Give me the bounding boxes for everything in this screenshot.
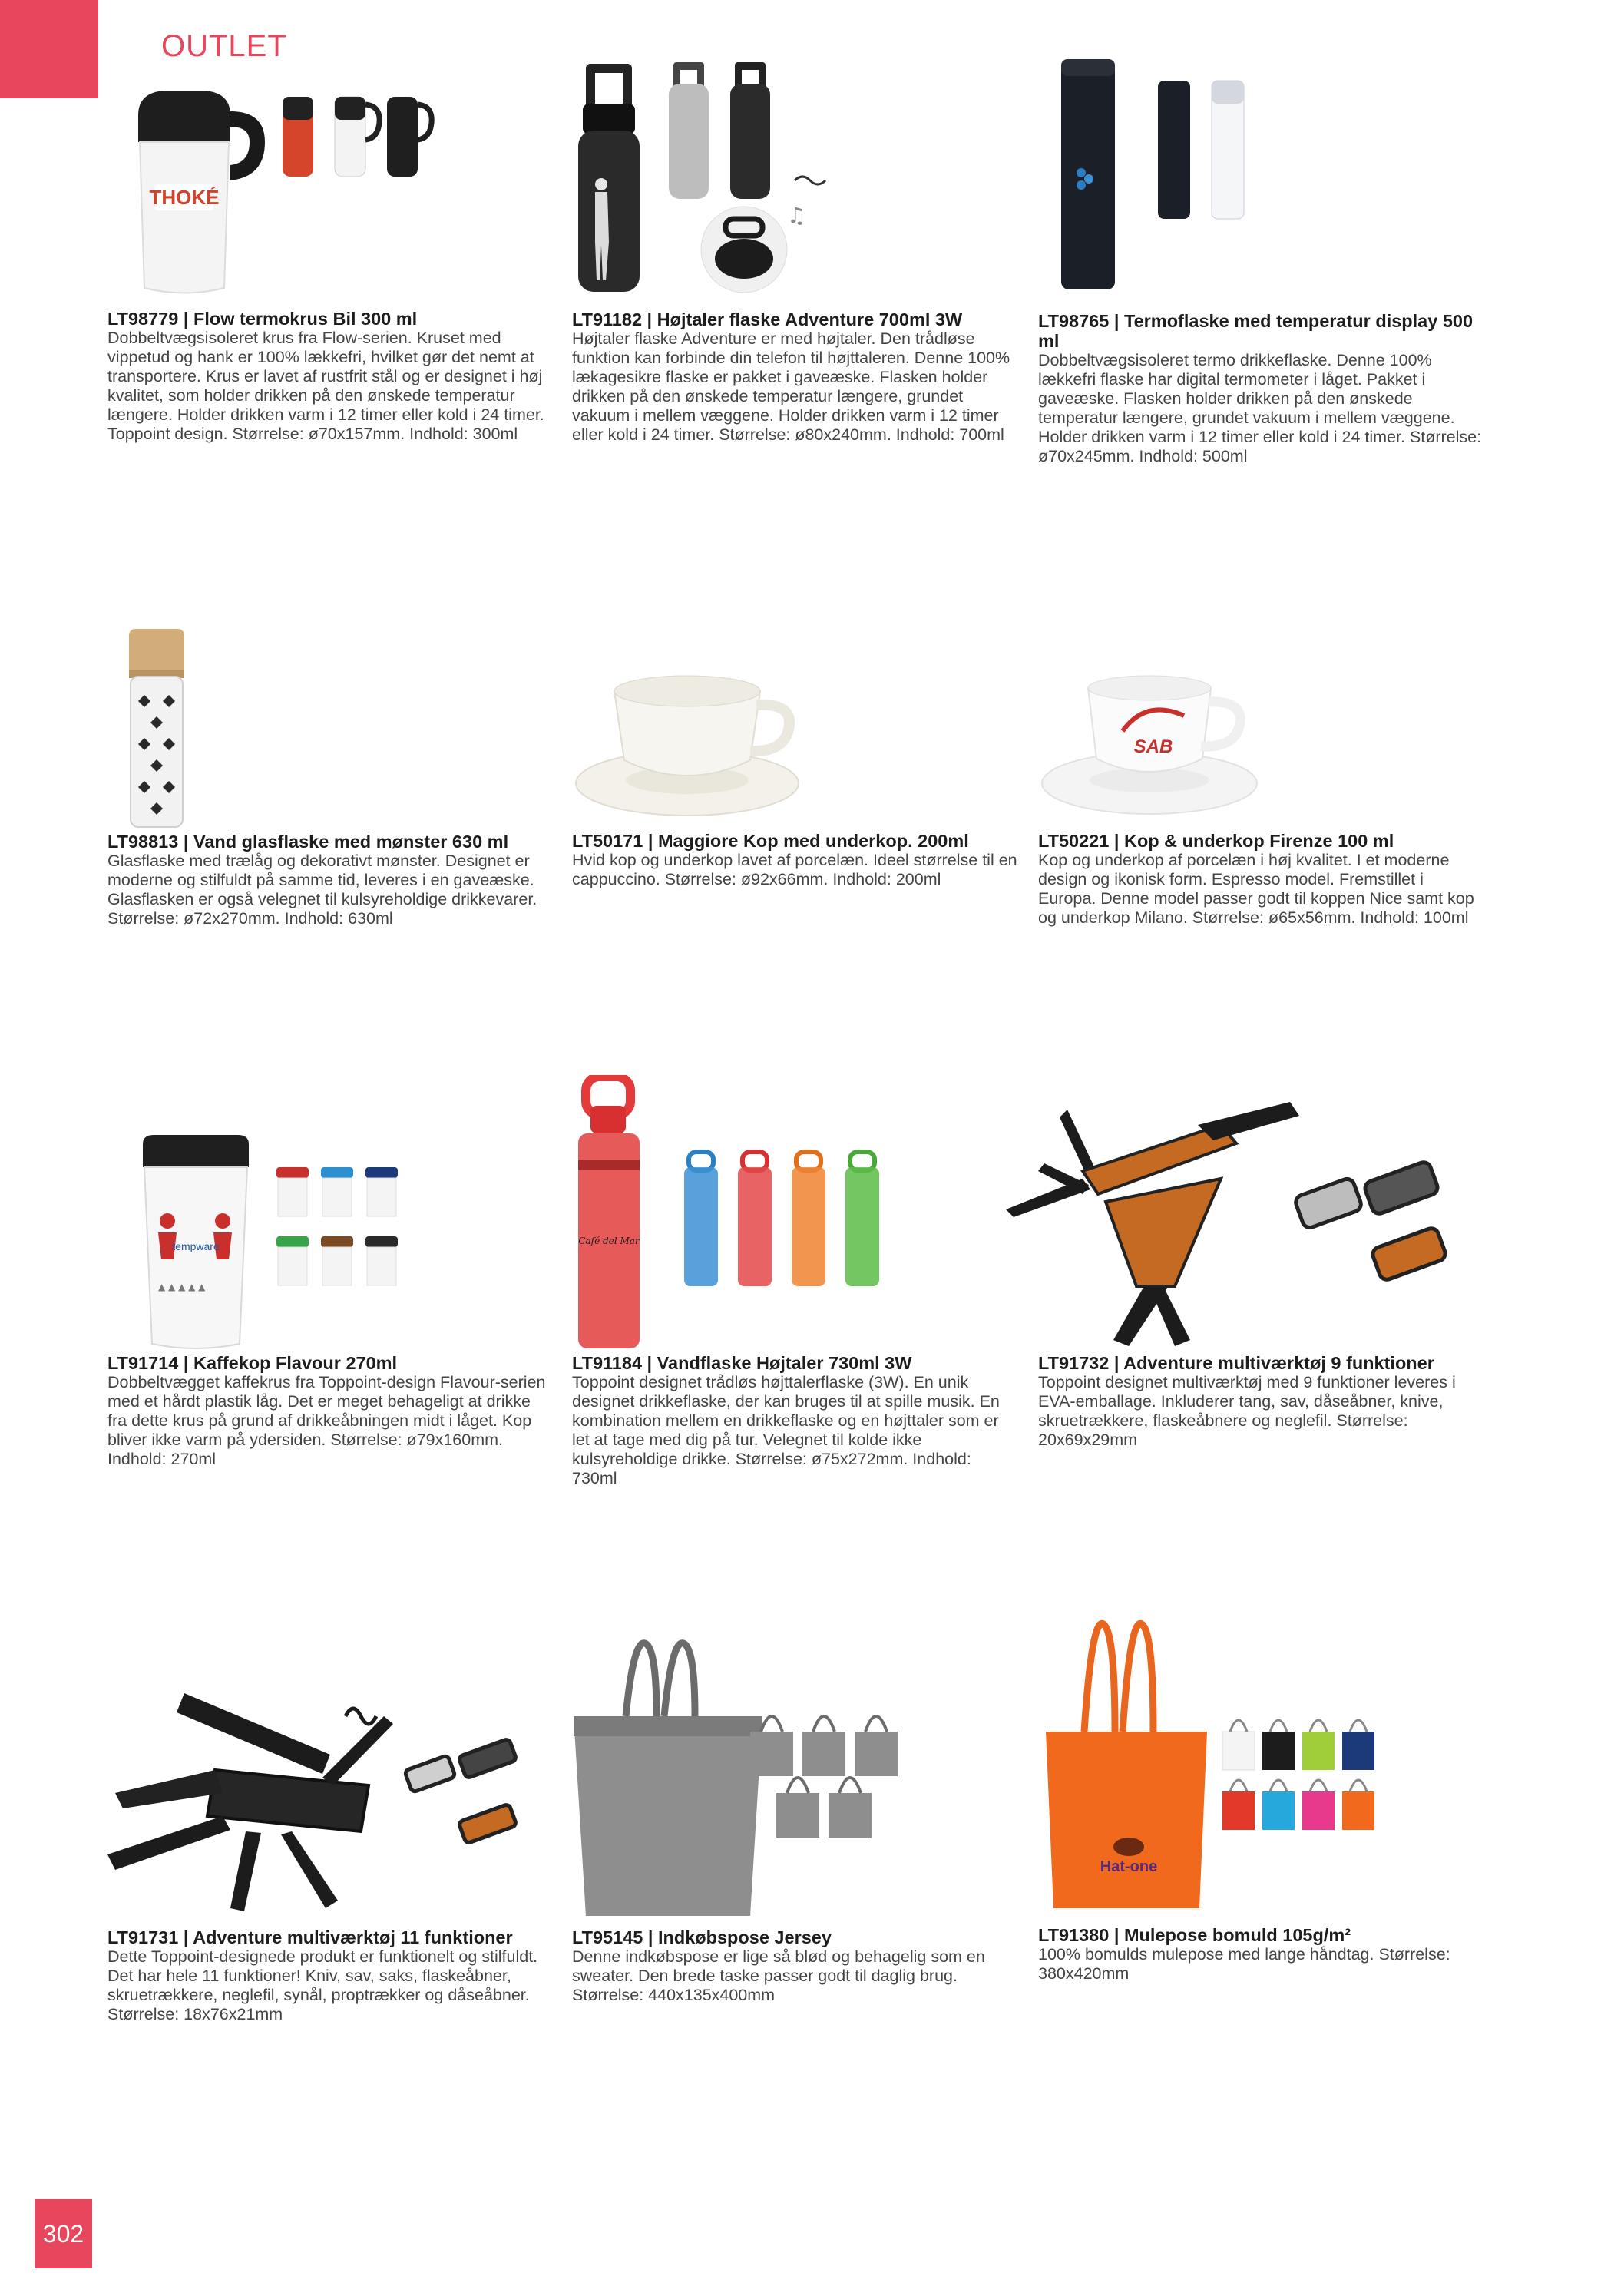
mug-logo-text: THOKÉ — [149, 186, 220, 209]
product-description: Dette Toppoint-designede produkt er funktionelt og stilfuldt. Det har hele 11 funktioner! Kniv, sav, saks, flaskeåbner, skruetrækkere, neglefil, synål, proptrækker og dåseåbner. Størrelse: 18x76x21mm — [107, 1947, 538, 2023]
product-image — [998, 1094, 1444, 1351]
bag-logo-text: Hat-one — [1100, 1858, 1158, 1875]
product-description: 100% bomulds mulepose med lange håndtag. Størrelse: 380x420mm — [1038, 1945, 1450, 1983]
product-title: LT98813 | Vand glasflaske med mønster 630 ml — [107, 832, 509, 852]
product-title: LT91714 | Kaffekop Flavour 270ml — [107, 1353, 398, 1373]
product-description: Dobbeltvægsisoleret termo drikkeflaske. Denne 100% lækkefri flaske har digital termometer i låget. Pakket i gaveæske. Flasken holder drikken på den ønskede temperatur længere, grundet vakuum i mellem væggene. Holder drikken varm i 12 timer eller kold i 24 timer. Størrelse: ø70x245mm. Indhold: 500ml — [1038, 351, 1482, 465]
svg-text:▲ ▲ ▲ ▲ ▲: ▲ ▲ ▲ ▲ ▲ — [158, 1282, 206, 1292]
product-image — [1038, 1616, 1483, 1924]
product-title: LT91731 | Adventure multiværktøj 11 funktioner — [107, 1927, 513, 1947]
product-description: Højtaler flaske Adventure er med højtaler. Den trådløse funktion kan forbinde din telefon til højttaleren. Denne 100% lækagesikre flaske er pakket i gaveæske. Flasken holder drikken på den ønskede temperatur længere, grundet vakuum i mellem væggene. Holder drikken varm i 12 timer eller kold i 24 timer. Størrelse: ø80x240mm. Indhold: 700ml — [572, 329, 1010, 444]
svg-text:♫: ♫ — [787, 203, 807, 228]
page-number-tab — [35, 2199, 92, 2268]
product-image — [572, 58, 1017, 303]
product-image — [1038, 668, 1483, 829]
product-title: LT91732 | Adventure multiværktøj 9 funktioner — [1038, 1353, 1434, 1373]
product-title: LT95145 | Indkøbspose Jersey — [572, 1927, 832, 1947]
product-description: Dobbeltvægget kaffekrus fra Toppoint-design Flavour-serien med et hårdt plastik låg. Det er meget behageligt at drikke fra dette krus på grund af drikkeåbningen midt i låget. Kop bliver ikke varm på ydersiden. Størrelse: ø79x160mm. Indhold: 270ml — [107, 1373, 546, 1468]
cup-logo-text: SAB — [1133, 736, 1173, 757]
page-number: 302 — [42, 2220, 84, 2248]
mug-brand-text: tempware — [172, 1240, 220, 1252]
product-title: LT98779 | Flow termokrus Bil 300 ml — [107, 309, 418, 329]
product-image — [107, 626, 553, 829]
product-description: Toppoint designet multiværktøj med 9 funktioner leveres i EVA-emballage. Inkluderer tang, sav, dåseåbner, knive, skruetrækkere, flaskeåbnere og neglefil. Størrelse: 20x69x29mm — [1038, 1373, 1456, 1449]
product-description: Glasflaske med trælåg og dekorativt mønster. Designet er moderne og stilfuldt på samme tid, leveres i en gaveæske. Glasflasken er også velegnet til kulsyreholdige drikkevarer. Størrelse: ø72x270mm. Indhold: 630ml — [107, 852, 537, 928]
product-image — [572, 1075, 1017, 1351]
product-title: LT98765 | Termoflaske med temperatur display 500 ml — [1038, 311, 1474, 351]
product-image — [92, 1670, 537, 1924]
product-image — [572, 1639, 1017, 1924]
product-title: LT50221 | Kop & underkop Firenze 100 ml — [1038, 831, 1394, 851]
product-image — [107, 1129, 553, 1351]
product-image — [1038, 58, 1483, 303]
corner-accent-tab — [0, 0, 98, 98]
product-description: Hvid kop og underkop lavet af porcelæn. Ideel størrelse til en cappuccino. Størrelse: ø92x66mm. Indhold: 200ml — [572, 851, 1017, 888]
section-title: OUTLET — [161, 29, 287, 63]
product-description: Dobbeltvægsisoleret krus fra Flow-serien. Kruset med vippetud og hank er 100% lækkefri, hvilket gør det nemt at transportere. Krus er lavet af rustfrit stål og er designet i høj kvalitet, som holder drikken på den ønskede temperatur længere. Holder drikken varm i 12 timer eller kold i 24 timer. Toppoint design. Størrelse: ø70x157mm. Indhold: 300ml — [107, 329, 544, 443]
product-title: LT50171 | Maggiore Kop med underkop. 200ml — [572, 831, 969, 851]
product-image — [572, 668, 1017, 829]
product-description: Denne indkøbspose er lige så blød og behagelig som en sweater. Den brede taske passer godt til daglig brug. Størrelse: 440x135x400mm — [572, 1947, 985, 2004]
product-image — [107, 69, 553, 307]
product-title: LT91380 | Mulepose bomuld 105g/m² — [1038, 1925, 1351, 1945]
product-title: LT91182 | Højtaler flaske Adventure 700ml 3W — [572, 309, 963, 329]
product-description: Kop og underkop af porcelæn i høj kvalitet. I et moderne design og ikonisk form. Espresso model. Fremstillet i Europa. Denne model passer godt til koppen Nice samt kop og underkop Milano. Størrelse: ø65x56mm. Indhold: 100ml — [1038, 851, 1474, 927]
product-description: Toppoint designet trådløs højttalerflaske (3W). En unik designet drikkeflaske, der kan bruges til at spille musik. En kombination mellem en drikkeflaske og en højttaler som er let at tage med dig på tur. Velegnet til kolde ikke kulsyreholdige drikke. Størrelse: ø75x272mm. Indhold: 730ml — [572, 1373, 1000, 1487]
bottle-logo-text: Café del Mar — [578, 1236, 640, 1246]
product-title: LT91184 | Vandflaske Højtaler 730ml 3W — [572, 1353, 912, 1373]
